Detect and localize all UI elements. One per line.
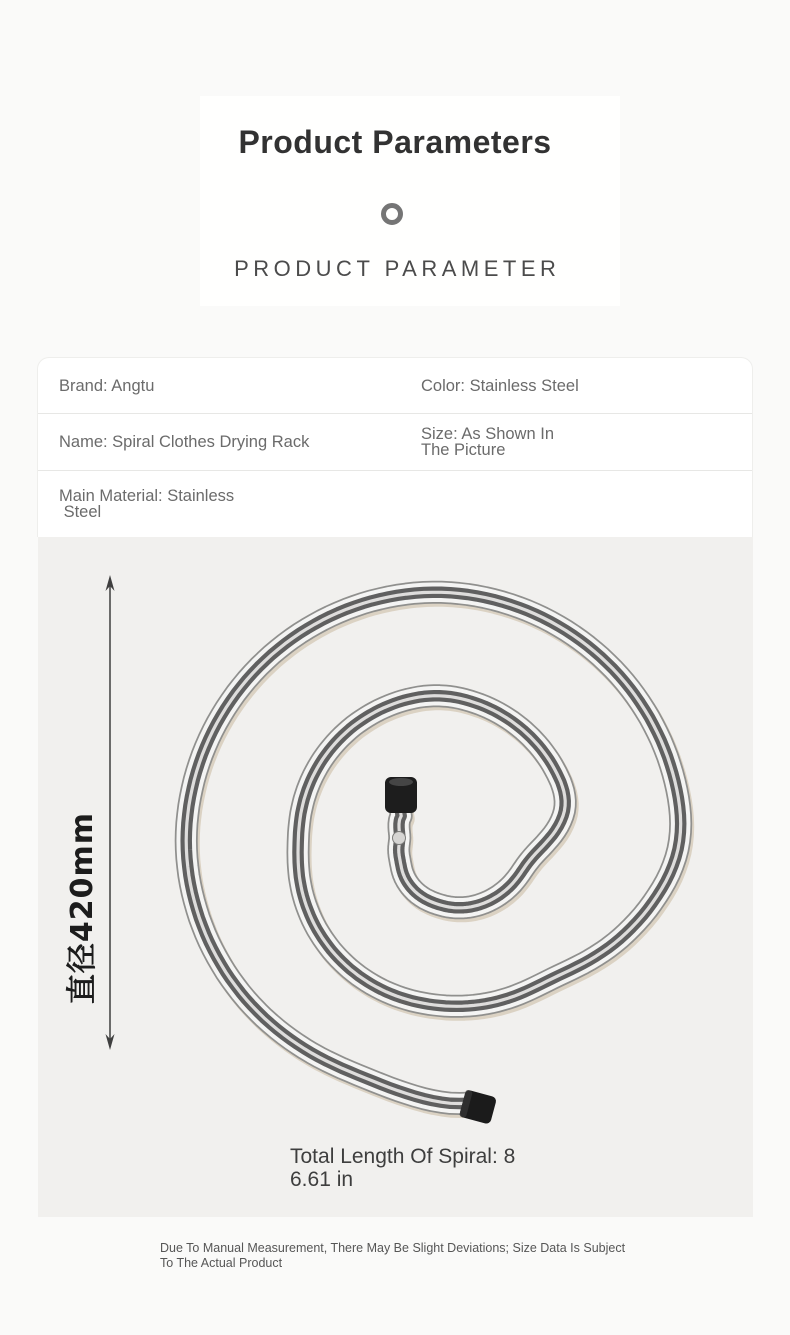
- caption-line: Total Length Of Spiral: 8: [290, 1145, 516, 1168]
- spec-row-name-size: [38, 414, 752, 471]
- spec-cell-name: [59, 434, 421, 450]
- page-title: Product Parameters: [238, 124, 552, 160]
- disclaimer-line: Due To Manual Measurement, There May Be Slight Deviations; Size Data Is Subject: [160, 1241, 626, 1255]
- spec-row-material: [38, 471, 752, 536]
- spec-cell-size: [421, 426, 752, 458]
- spec-line: The Picture: [421, 441, 506, 459]
- disclaimer-line: To The Actual Product: [160, 1255, 283, 1270]
- hook-end-cap: [385, 777, 417, 813]
- page-subtitle: PRODUCT PARAMETER: [234, 256, 561, 281]
- spiral-length-caption: [290, 1145, 515, 1191]
- spiral-rack-image: [38, 537, 753, 1217]
- spec-line: Name: Spiral Clothes Drying Rack: [59, 433, 310, 451]
- tube-joint-detail: [393, 832, 406, 845]
- spec-line: Color: Stainless Steel: [421, 376, 579, 395]
- spec-cell-material: [59, 488, 421, 520]
- spec-cell-color: [421, 378, 752, 394]
- diameter-dimension-label: 直径420mm: [65, 811, 100, 1005]
- measurement-disclaimer: [160, 1241, 640, 1270]
- spiral-tube: [186, 592, 683, 1109]
- spec-cell-brand: [59, 378, 421, 394]
- spec-line: Main Material: Stainless: [59, 486, 235, 505]
- ring-icon: [381, 203, 403, 225]
- spec-line: Size: As Shown In: [421, 425, 554, 443]
- caption-line: 6.61 in: [290, 1168, 354, 1191]
- spec-card: [37, 357, 753, 537]
- spec-line: Brand: Angtu: [59, 376, 155, 395]
- spec-line: Steel: [59, 502, 102, 521]
- spec-row-brand-color: [38, 358, 752, 414]
- product-figure-panel: [38, 537, 753, 1217]
- dimension-arrow: [106, 575, 115, 1050]
